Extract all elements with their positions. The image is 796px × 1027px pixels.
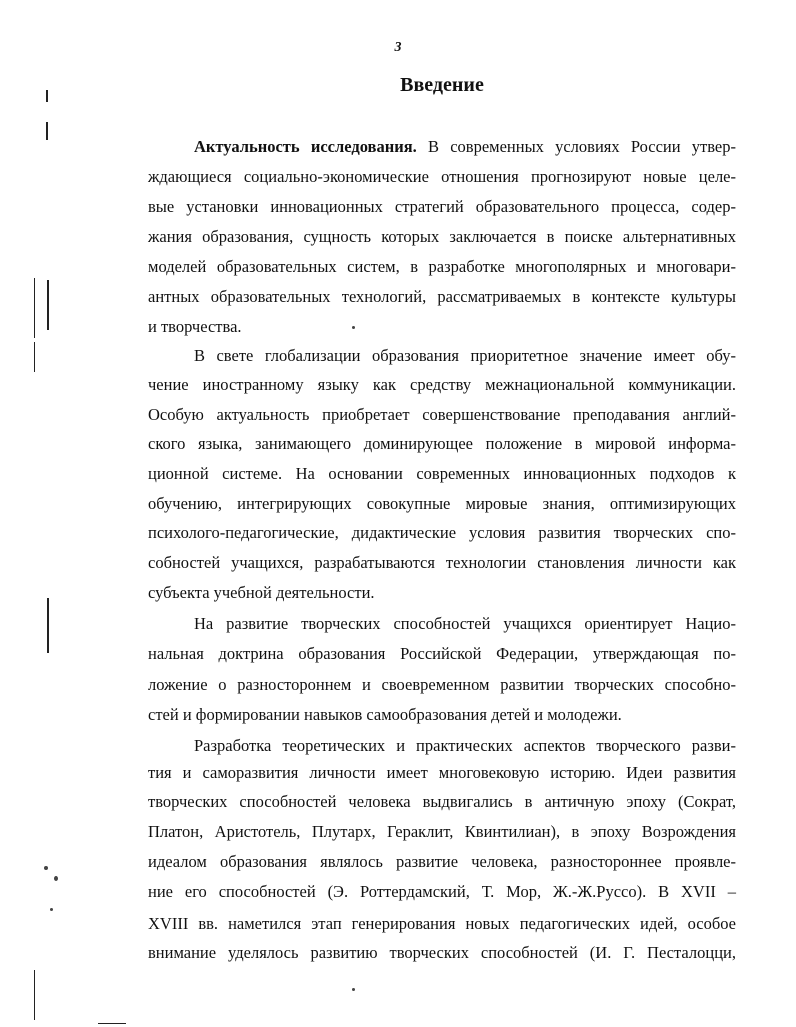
scan-speck — [50, 908, 53, 911]
text-line: В свете глобализации образования приоритетное значение имеет обу- — [194, 346, 736, 365]
text-line: собностей учащихся, разрабатываются технологии становления личности как — [148, 553, 736, 572]
text-line: Особую актуальность приобретает совершенствование преподавания англий- — [148, 405, 736, 424]
text-line: Разработка теоретических и практических аспектов творческого разви- — [194, 736, 736, 755]
scan-speck — [352, 326, 355, 329]
text-line: ложение о разностороннем и своевременном развитии творческих способно- — [148, 675, 736, 694]
scan-speck — [44, 866, 48, 870]
text-line: ждающиеся социально-экономические отношения прогнозируют новые целе- — [148, 167, 736, 186]
text-line: психолого-педагогические, дидактические условия развития творческих спо- — [148, 523, 736, 542]
text-line: ционной системе. На основании современных инновационных подходов к — [148, 464, 736, 483]
text-line: нальная доктрина образования Российской Федерации, утверждающая по- — [148, 644, 736, 663]
text-line: XVIII вв. наметился этап генерирования новых педагогических идей, особое — [148, 914, 736, 933]
page-number: 3 — [394, 40, 402, 55]
text-line: На развитие творческих способностей учащихся ориентирует Нацио- — [194, 614, 736, 633]
text-line: чение иностранному языку как средству межнациональной коммуникации. — [148, 375, 736, 394]
text-line: антных образовательных технологий, рассматриваемых в контексте культуры — [148, 287, 736, 306]
scan-mark — [34, 970, 35, 1020]
scan-mark — [47, 280, 49, 330]
scan-speck — [54, 876, 58, 881]
text-line: стей и формировании навыков самообразования детей и молодежи. — [148, 705, 622, 724]
scan-speck — [352, 988, 355, 991]
scan-mark — [98, 1023, 126, 1024]
text-line: субъекта учебной деятельности. — [148, 583, 375, 602]
scan-mark — [34, 278, 35, 338]
text-line: внимание уделялось развитию творческих способностей (И. Г. Песталоцци, — [148, 943, 736, 962]
scan-mark — [46, 122, 48, 140]
text-line: и творчества. — [148, 317, 242, 336]
page-title: Введение — [400, 74, 484, 96]
text-line: вые установки инновационных стратегий образовательного процесса, содер- — [148, 197, 736, 216]
text-line: ние его способностей (Э. Роттердамский, Т. Мор, Ж.-Ж.Руссо). В XVII – — [148, 882, 736, 901]
text-line: Платон, Аристотель, Плутарх, Гераклит, Квинтилиан), в эпоху Возрождения — [148, 822, 736, 841]
text-line: идеалом образования являлось развитие человека, разностороннее проявле- — [148, 852, 736, 871]
text-line: ского языка, занимающего доминирующее положение в мировой информа- — [148, 434, 736, 453]
lead-phrase: Актуальность исследования. — [194, 137, 417, 156]
text-line: творческих способностей человека выдвигались в античную эпоху (Сократ, — [148, 792, 736, 811]
text-line: тия и саморазвития личности имеет многовековую историю. Идеи развития — [148, 763, 736, 782]
text-line: жания образования, сущность которых заключается в поиске альтернативных — [148, 227, 736, 246]
scan-mark — [34, 342, 35, 372]
text-line: моделей образовательных систем, в разработке многополярных и многовари- — [148, 257, 736, 276]
text-line: Актуальность исследования. В современных условиях России утвер- — [194, 137, 737, 156]
scan-mark — [46, 90, 48, 102]
scan-mark — [47, 598, 49, 653]
text-line: обучению, интегрирующих совокупные мировые знания, оптимизирующих — [148, 494, 736, 513]
